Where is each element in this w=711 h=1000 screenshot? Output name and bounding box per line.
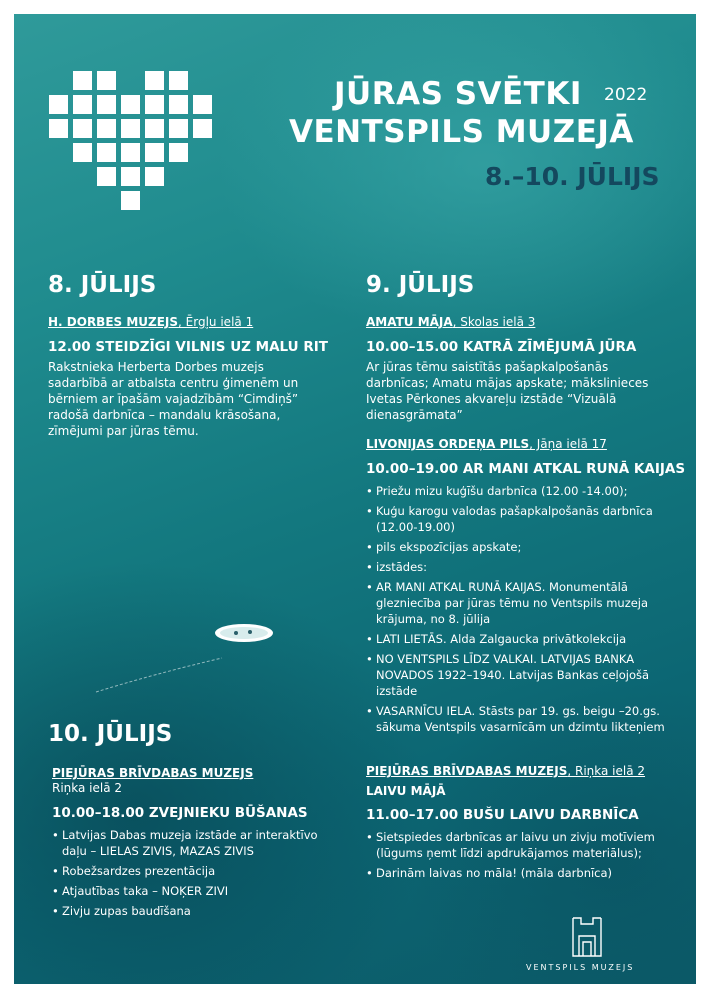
day-8-description: Rakstnieka Herberta Dorbes muzejs sadarbībā ar atbalsta centru ģimenēm un bērniem ar īpašām vajadzībām “Cimdiņš” radošā darbnīca – mandalu krāsošana, zīmējumi par jūras tēmu. xyxy=(48,360,299,438)
venue-address: , Riņka ielā 2 xyxy=(567,764,646,778)
list-item: • Darinām laivas no māla! (māla darbnīca) xyxy=(366,865,656,881)
day-9-event-2-list xyxy=(366,483,666,739)
exhibition-text: • AR MANI ATKAL RUNĀ KAIJAS. Monumentālā glezniecība par jūras tēmu no Ventspils muzeja krājuma, no 8. jūlija xyxy=(376,580,649,626)
list-item: • Atjautības taka – NOĶER ZIVI xyxy=(52,883,337,899)
day-9-event-1-description: Ar jūras tēmu saistītās pašapkalpošanās darbnīcas; Amatu mājas apskate; mākslinieces Ivetas Pērkones akvareļu izstāde “Vizuālā dienasgrāmata” xyxy=(366,360,649,422)
exhibition-text: • LATI LIETĀS. Alda Zalgaucka privātkolekcija xyxy=(376,632,627,646)
day-9-venue-1 xyxy=(366,315,535,329)
day-8-heading: 8. JŪLIJS xyxy=(48,272,157,298)
venue-address: , Jāņa ielā 17 xyxy=(529,437,607,451)
list-item: • Robežsardzes prezentācija xyxy=(52,863,337,879)
day-9-event-3-title: 11.00–17.00 BUŠU LAIVU DARBNĪCA xyxy=(366,807,639,823)
day-9-venue-3 xyxy=(366,764,645,778)
day-10-event-title: 10.00–18.00 ZVEJNIEKU BŪŠANAS xyxy=(52,805,308,821)
venue-name: LIVONIJAS ORDEŅA PILS xyxy=(366,437,530,451)
list-item: • izstādes: xyxy=(366,559,666,575)
day-9-event-2-title: 10.00–19.00 AR MANI ATKAL RUNĀ KAIJAS xyxy=(366,461,686,477)
list-item: • Kuģu karogu valodas pašapkalpošanās darbnīca (12.00-19.00) xyxy=(366,503,666,535)
title-year: 2022 xyxy=(604,85,648,105)
day-9-heading: 9. JŪLIJS xyxy=(366,272,475,298)
venue-address: , Ērgļu ielā 1 xyxy=(178,315,254,329)
title-line-2: VENTSPILS MUZEJĀ xyxy=(289,114,634,150)
venue-address: , Skolas ielā 3 xyxy=(452,315,536,329)
venue-name: PIEJŪRAS BRĪVDABAS MUZEJS xyxy=(366,764,568,778)
list-item: • pils ekspozīcijas apskate; xyxy=(366,539,666,555)
festival-dates: 8.–10. JŪLIJS xyxy=(485,162,660,191)
day-9-venue-3-sub: LAIVU MĀJĀ xyxy=(366,784,446,798)
day-9-event-1-title: 10.00–15.00 KATRĀ ZĪMĒJUMĀ JŪRA xyxy=(366,339,637,355)
list-item: • Zivju zupas baudīšana xyxy=(52,903,337,919)
exhibition-text: • NO VENTSPILS LĪDZ VALKAI. LATVIJAS BANKA NOVADOS 1922–1940. Latvijas Bankas ceļojošā izstāde xyxy=(376,652,650,698)
fishing-net-line-icon xyxy=(94,644,224,694)
boat-icon xyxy=(214,621,274,645)
day-10-venue-address: Riņka ielā 2 xyxy=(52,781,123,795)
day-9-venue-2 xyxy=(366,437,607,451)
venue-name: H. DORBES MUZEJS xyxy=(48,315,179,329)
exhibition-item xyxy=(366,631,666,647)
museum-logo-text: VENTSPILS MUZEJS xyxy=(526,963,635,972)
poster xyxy=(14,14,696,984)
list-item: • Sietspiedes darbnīcas ar laivu un zivju motīviem (lūgums ņemt līdzi apdrukājamos materiālus); xyxy=(366,829,656,861)
day-10-list xyxy=(52,827,337,923)
museum-logo-icon xyxy=(569,916,605,958)
day-8-venue xyxy=(48,315,253,329)
exhibition-item xyxy=(366,703,666,735)
exhibition-text: • VASARNĪCU IELA. Stāsts par 19. gs. beigu –20.gs. sākuma Ventspils vasarnīcām un dzimtu likteņiem xyxy=(376,704,665,734)
venue-name: AMATU MĀJA xyxy=(366,315,453,329)
exhibition-item xyxy=(366,579,666,627)
day-9-event-3-list xyxy=(366,829,656,885)
list-item: • Latvijas Dabas muzeja izstāde ar interaktīvo daļu – LIELAS ZIVIS, MAZAS ZIVIS xyxy=(52,827,337,859)
pixel-heart-icon xyxy=(49,71,229,231)
day-10-venue-name: PIEJŪRAS BRĪVDABAS MUZEJS xyxy=(52,766,254,780)
list-item: • Priežu mizu kuģīšu darbnīca (12.00 -14.00); xyxy=(366,483,666,499)
day-10-heading: 10. JŪLIJS xyxy=(48,721,173,747)
day-8-event-title: 12.00 STEIDZĪGI VILNIS UZ MALU RIT xyxy=(48,339,328,355)
title-line-1: JŪRAS SVĒTKI xyxy=(334,76,582,112)
exhibition-item xyxy=(366,651,666,699)
